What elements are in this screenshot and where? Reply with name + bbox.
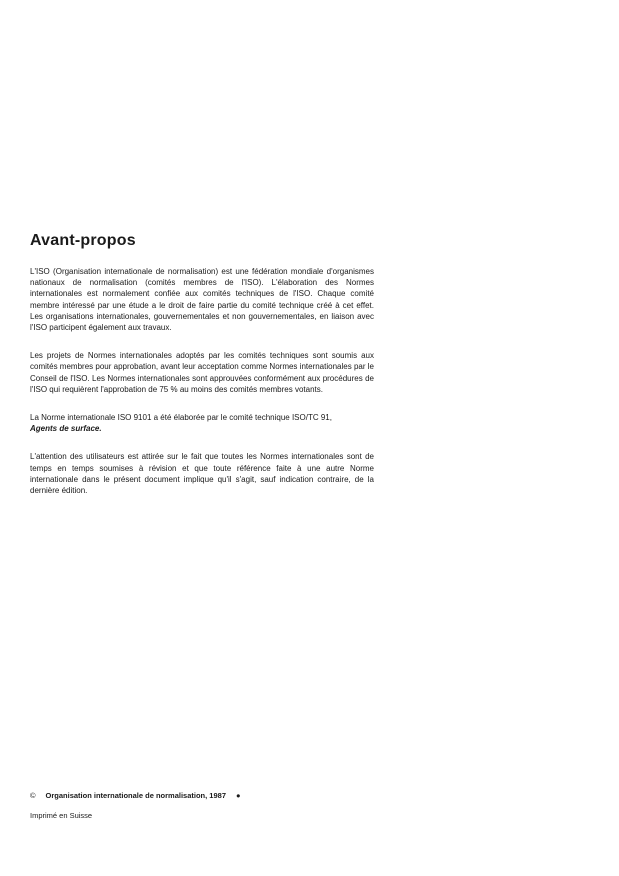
paragraph-standard-origin: [30, 412, 374, 434]
committee-title: Agents de surface.: [30, 424, 102, 434]
paragraph-draft-approval: Les projets de Normes internationales adoptés par les comités techniques sont soumis aux comités membres pour approbation, avant leur acceptation comme Normes internationales par le Conseil de l'ISO. Les Normes internationales sont approuvées conformément aux procédures de l'ISO qui requièrent l'approbation de 75 % au moins des comités membres votants.: [30, 351, 374, 394]
copyright-line: [30, 791, 241, 800]
copyright-icon: ©: [30, 791, 36, 800]
page-title: Avant-propos: [30, 232, 136, 249]
foreword-body: [30, 266, 374, 513]
paragraph-iso-federation: L'ISO (Organisation internationale de normalisation) est une fédération mondiale d'organismes nationaux de normalisation (comités membres de l'ISO). L'élaboration des Normes internationales est normalement confiée aux comités techniques de l'ISO. Chaque comité membre intéressé par une étude a le droit de faire partie du comité technique créé à cet effet. Les organisations internationales, gouvernementales et non gouvernementales, en liaison avec l'ISO participent également aux travaux.: [30, 267, 374, 333]
paragraph-revision-notice: L'attention des utilisateurs est attirée sur le fait que toutes les Normes internationales sont de temps en temps soumises à révision et que toute référence faite à une autre Norme internationale dans le présent document implique qu'il s'agit, sauf indication contraire, de la dernière édition.: [30, 452, 374, 496]
bullet-icon: ●: [236, 791, 241, 800]
printed-in: Imprimé en Suisse: [30, 811, 93, 820]
standard-origin-text: La Norme internationale ISO 9101 a été élaborée par le comité technique ISO/TC 91,: [30, 413, 332, 423]
copyright-text: Organisation internationale de normalisation, 1987: [45, 791, 226, 800]
